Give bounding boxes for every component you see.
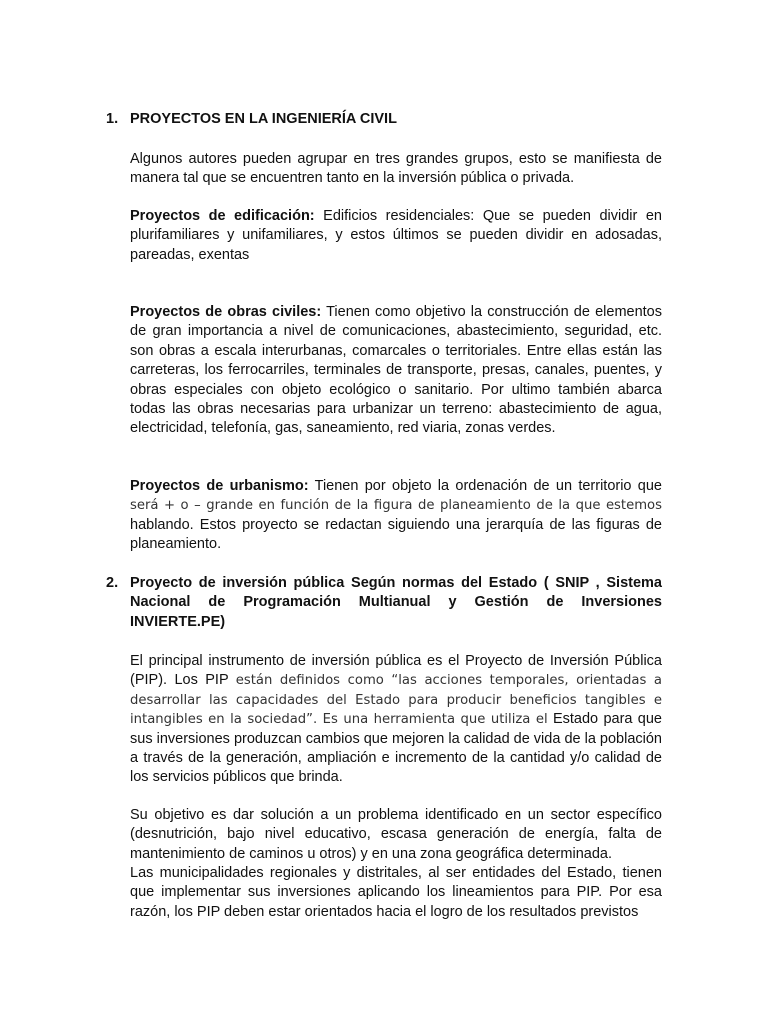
pip-paragraph bbox=[130, 652, 662, 788]
section-title: Proyecto de inversión pública Según normas del Estado ( SNIP , Sistema Nacional de Programación Multianual y Gestión de Inversiones INVIERTE.PE) bbox=[130, 575, 662, 630]
intro-paragraph: Algunos autores pueden agrupar en tres grandes grupos, esto se manifiesta de manera tal que se encuentren tanto en la inversión pública o privada. bbox=[130, 151, 662, 187]
obras-civiles-label: Proyectos de obras civiles: bbox=[130, 304, 322, 320]
urbanismo-text-b: hablando. Estos proyecto se redactan siguiendo una jerarquía de las figuras de planeamiento. bbox=[130, 516, 662, 553]
section-title: PROYECTOS EN LA INGENIERÍA CIVIL bbox=[130, 111, 397, 127]
section-heading-1 bbox=[106, 110, 662, 129]
urbanismo-label: Proyectos de urbanismo: bbox=[130, 478, 309, 494]
pip-text-alt: están definidos como “las acciones temporales, orientadas a desarrollar las capacidades del Estado para producir beneficios tangibles e intangibles en la sociedad”. Es una herramienta que utiliza el bbox=[130, 673, 662, 728]
objetivo-paragraph: Su objetivo es dar solución a un problema identificado en un sector específico (desnutrición, bajo nivel educativo, escasa generación de energía, falta de mantenimiento de caminos u otros) y en una zona geográfica determinada. bbox=[130, 807, 662, 862]
pip-text-a: El principal instrumento de inversión pública es el Proyecto de Inversión Pública (PIP). Los PIP bbox=[130, 653, 662, 689]
urbanismo-text-a: Tienen por objeto la ordenación de un territorio que bbox=[308, 478, 662, 494]
municipalidades-paragraph: Las municipalidades regionales y distritales, al ser entidades del Estado, tienen que implementar sus inversiones aplicando los lineamientos para PIP. Por esa razón, los PIP deben estar orientados hacia el logro de los resultados previstos bbox=[130, 865, 662, 920]
edificacion-label: Proyectos de edificación: bbox=[130, 208, 315, 224]
section-number: 2. bbox=[106, 575, 119, 591]
edificacion-paragraph bbox=[130, 207, 662, 265]
urbanismo-paragraph bbox=[130, 477, 662, 555]
section-number: 1. bbox=[106, 111, 119, 127]
urbanismo-text-alt: será + o – grande en función de la figura de planeamiento de la que estemos bbox=[130, 498, 662, 514]
section-heading-2 bbox=[106, 574, 662, 632]
pip-text-b: Estado para que sus inversiones produzcan cambios que mejoren la calidad de vida de la población a través de la generación, ampliación e incremento de la cantidad y/o calidad de los servicios públicos que brinda. bbox=[130, 711, 662, 786]
edificacion-text: Edificios residenciales: Que se pueden dividir en plurifamiliares y unifamiliares, y estos últimos se pueden dividir en adosadas, pareadas, exentas bbox=[130, 208, 662, 263]
obras-civiles-text: Tienen como objetivo la construcción de elementos de gran importancia a nivel de comunicaciones, abastecimiento, seguridad, etc. son obras a escala interurbanas, comarcales o territoriales. Entre ellas están las carreteras, los ferrocarriles, terminales de transporte, presas, canales, puentes, y obras especiales con objeto ecológico o sanitario. Por ultimo también abarca todas las obras necesarias para urbanizar un terreno: abastecimiento de agua, electricidad, telefonía, gas, saneamiento, red viaria, zonas verdes. bbox=[130, 304, 663, 437]
obras-civiles-paragraph bbox=[130, 303, 662, 439]
